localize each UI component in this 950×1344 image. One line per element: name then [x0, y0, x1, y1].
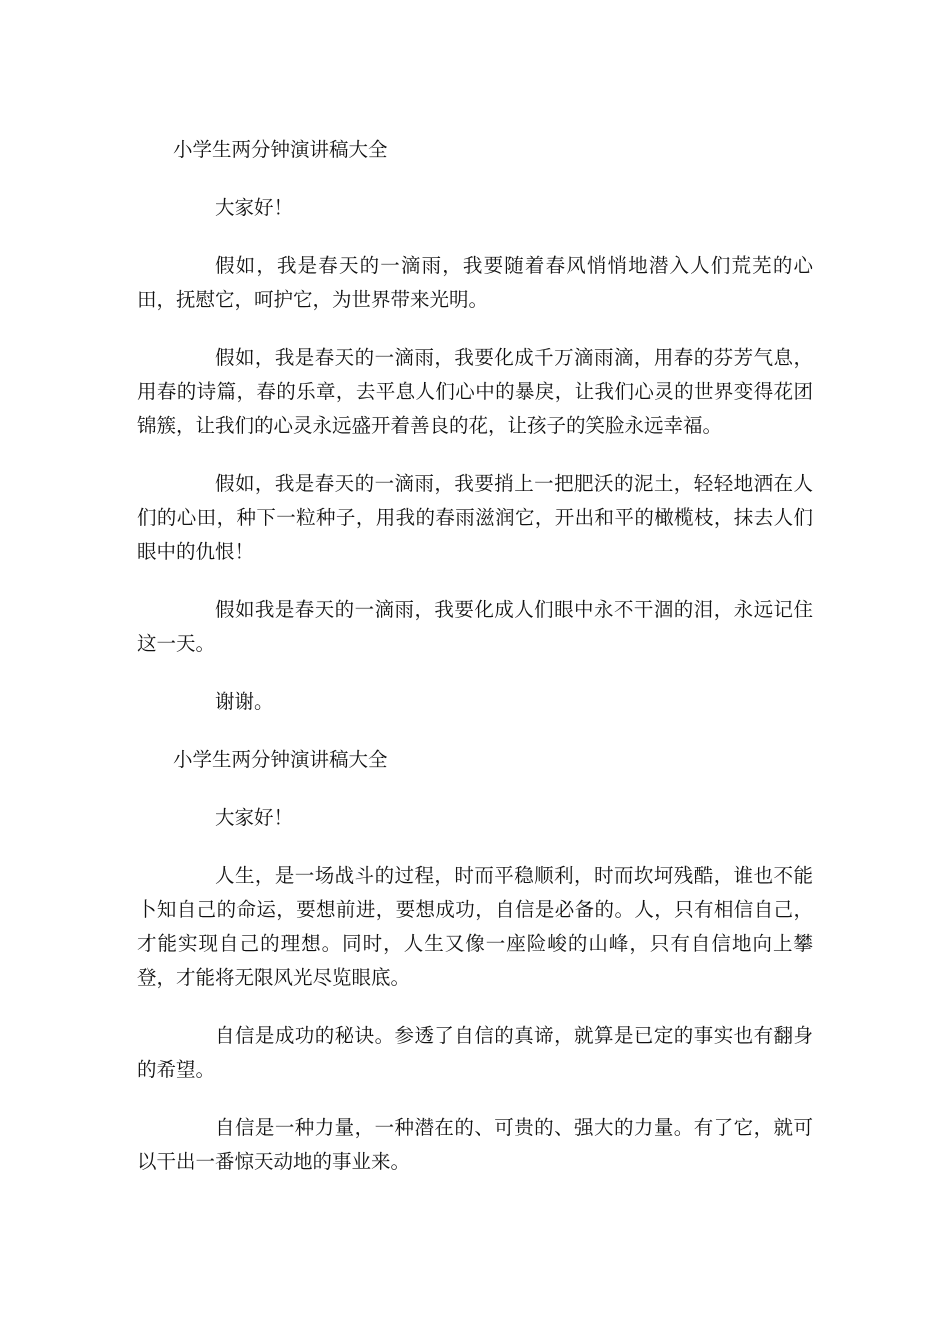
- paragraph: 自信是一种力量，一种潜在的、可贵的、强大的力量。有了它，就可以干出一番惊天动地的事业来。: [137, 1116, 813, 1173]
- paragraph: 假如我是春天的一滴雨，我要化成人们眼中永不干涸的泪，永远记住这一天。: [137, 598, 813, 655]
- paragraph: 人生，是一场战斗的过程，时而平稳顺利，时而坎坷残酷，谁也不能卜知自己的命运，要想前进，要想成功，自信是必备的。人，只有相信自己，才能实现自己的理想。同时，人生又像一座险峻的山峰，只有自信地向上攀登，才能将无限风光尽览眼底。: [137, 864, 813, 989]
- paragraph: 自信是成功的秘诀。参透了自信的真谛，就算是已定的事实也有翻身的希望。: [137, 1024, 813, 1081]
- greeting: 大家好！: [215, 196, 294, 219]
- paragraph: 假如，我是春天的一滴雨，我要随着春风悄悄地潜入人们荒芜的心田，抚慰它，呵护它，为世界带来光明。: [137, 254, 813, 311]
- section-title: 小学生两分钟演讲稿大全: [173, 138, 388, 161]
- section-title: 小学生两分钟演讲稿大全: [173, 748, 388, 771]
- paragraph: 假如，我是春天的一滴雨，我要化成千万滴雨滴，用春的芬芳气息，用春的诗篇，春的乐章，去平息人们心中的暴戾，让我们心灵的世界变得花团锦簇，让我们的心灵永远盛开着善良的花，让孩子的笑脸永远幸福。: [137, 346, 813, 437]
- greeting: 大家好！: [215, 806, 294, 829]
- closing: 谢谢。: [215, 690, 274, 713]
- paragraph: 假如，我是春天的一滴雨，我要捎上一把肥沃的泥土，轻轻地洒在人们的心田，种下一粒种子，用我的春雨滋润它，开出和平的橄榄枝，抹去人们眼中的仇恨！: [137, 472, 813, 563]
- document-body: [137, 133, 813, 1179]
